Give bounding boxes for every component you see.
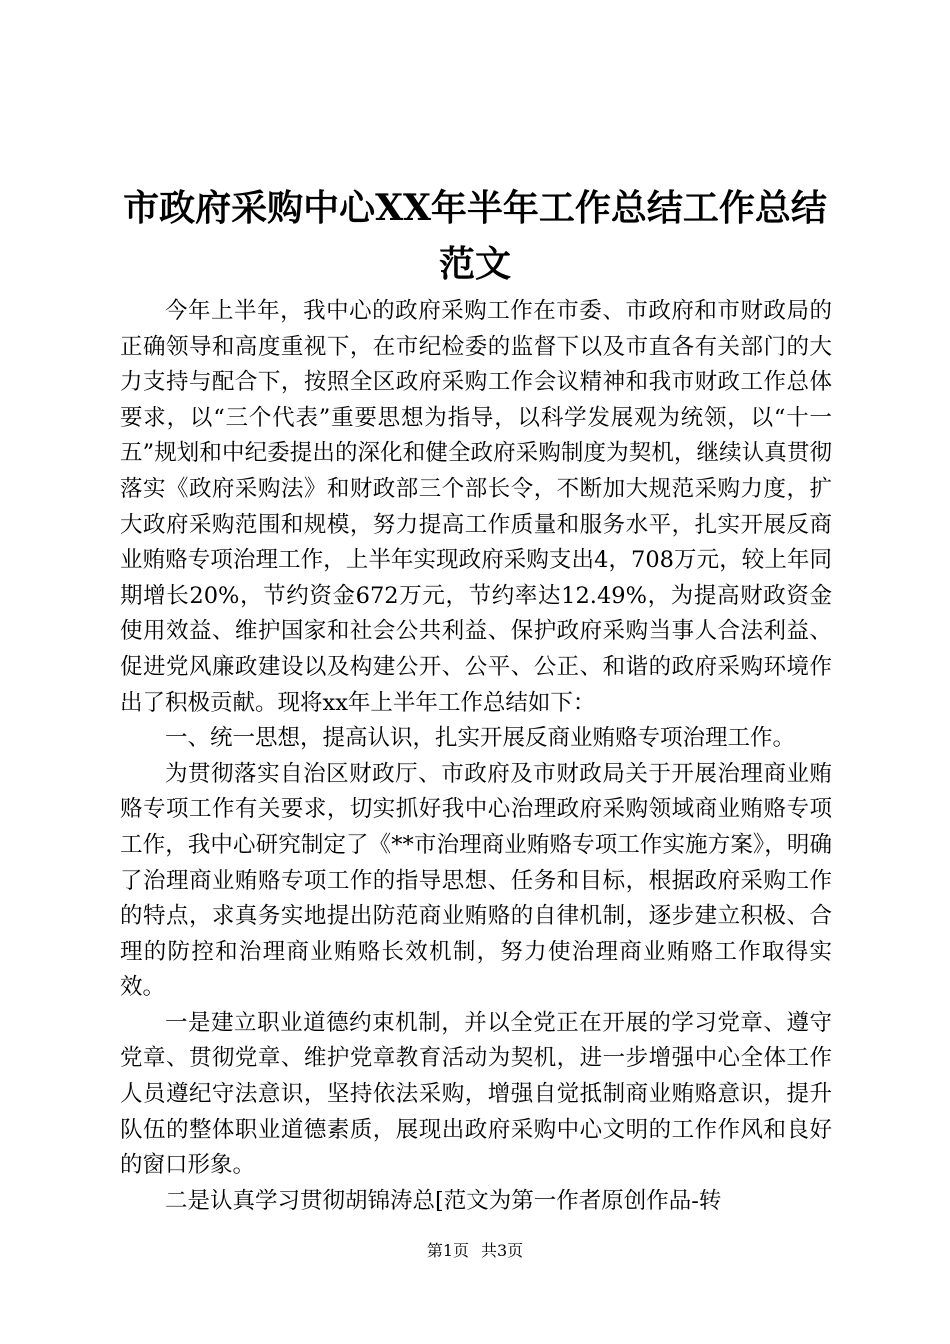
page-number: 第1页 — [426, 1241, 469, 1260]
paragraph-point-2: 二是认真学习贯彻胡锦涛总[范文为第一作者原创作品-转 — [165, 1187, 722, 1214]
paragraph-anti-bribery: 为贯彻落实自治区财政厅、市政府及市财政局关于开展治理商业贿赂专项工作有关要求，切实抓好我中心治理政府采购领域商业贿赂专项工作，我中心研究制定了《**市治理商业贿赂专项工作实施方案》，明确了治理商业贿赂专项工作的指导思想、任务和目标，根据政府采购工作的特点，求真务实地提出防范商业贿赂的自律机制，逐步建立积极、合理的防控和治理商业贿赂长效机制，努力使治理商业贿赂工作取得实效。 — [120, 760, 832, 1001]
page-footer — [0, 1241, 950, 1261]
page-total: 共3页 — [481, 1241, 524, 1260]
document-title: 市政府采购中心XX年半年工作总结工作总结范文 — [123, 187, 827, 285]
paragraph-point-1: 一是建立职业道德约束机制，并以全党正在开展的学习党章、遵守党章、贯彻党章、维护党章教育活动为契机，进一步增强中心全体工作人员遵纪守法意识，坚持依法采购，增强自觉抵制商业贿赂意识，提升队伍的整体职业道德素质，展现出政府采购中心文明的工作作风和良好的窗口形象。 — [120, 1009, 832, 1179]
paragraph-intro: 今年上半年，我中心的政府采购工作在市委、市政府和市财政局的正确领导和高度重视下，在市纪检委的监督下以及市直各有关部门的大力支持与配合下，按照全区政府采购工作会议精神和我市财政工作总体要求，以“三个代表”重要思想为指导，以科学发展观为统领，以“十一五”规划和中纪委提出的深化和健全政府采购制度为契机，继续认真贯彻落实《政府采购法》和财政部三个部长令，不断加大规范采购力度，扩大政府采购范围和规模，努力提高工作质量和服务水平，扎实开展反商业贿赂专项治理工作，上半年实现政府采购支出4，708万元，较上年同期增长20%，节约资金672万元，节约率达12.49%，为提高财政资金使用效益、维护国家和社会公共利益、保护政府采购当事人合法利益、促进党风廉政建设以及构建公开、公平、公正、和谐的政府采购环境作出了积极贡献。现将xx年上半年工作总结如下： — [120, 298, 832, 716]
paragraph-section-heading-1: 一、统一思想，提高认识，扎实开展反商业贿赂专项治理工作。 — [165, 725, 796, 752]
document-body — [120, 294, 832, 1219]
